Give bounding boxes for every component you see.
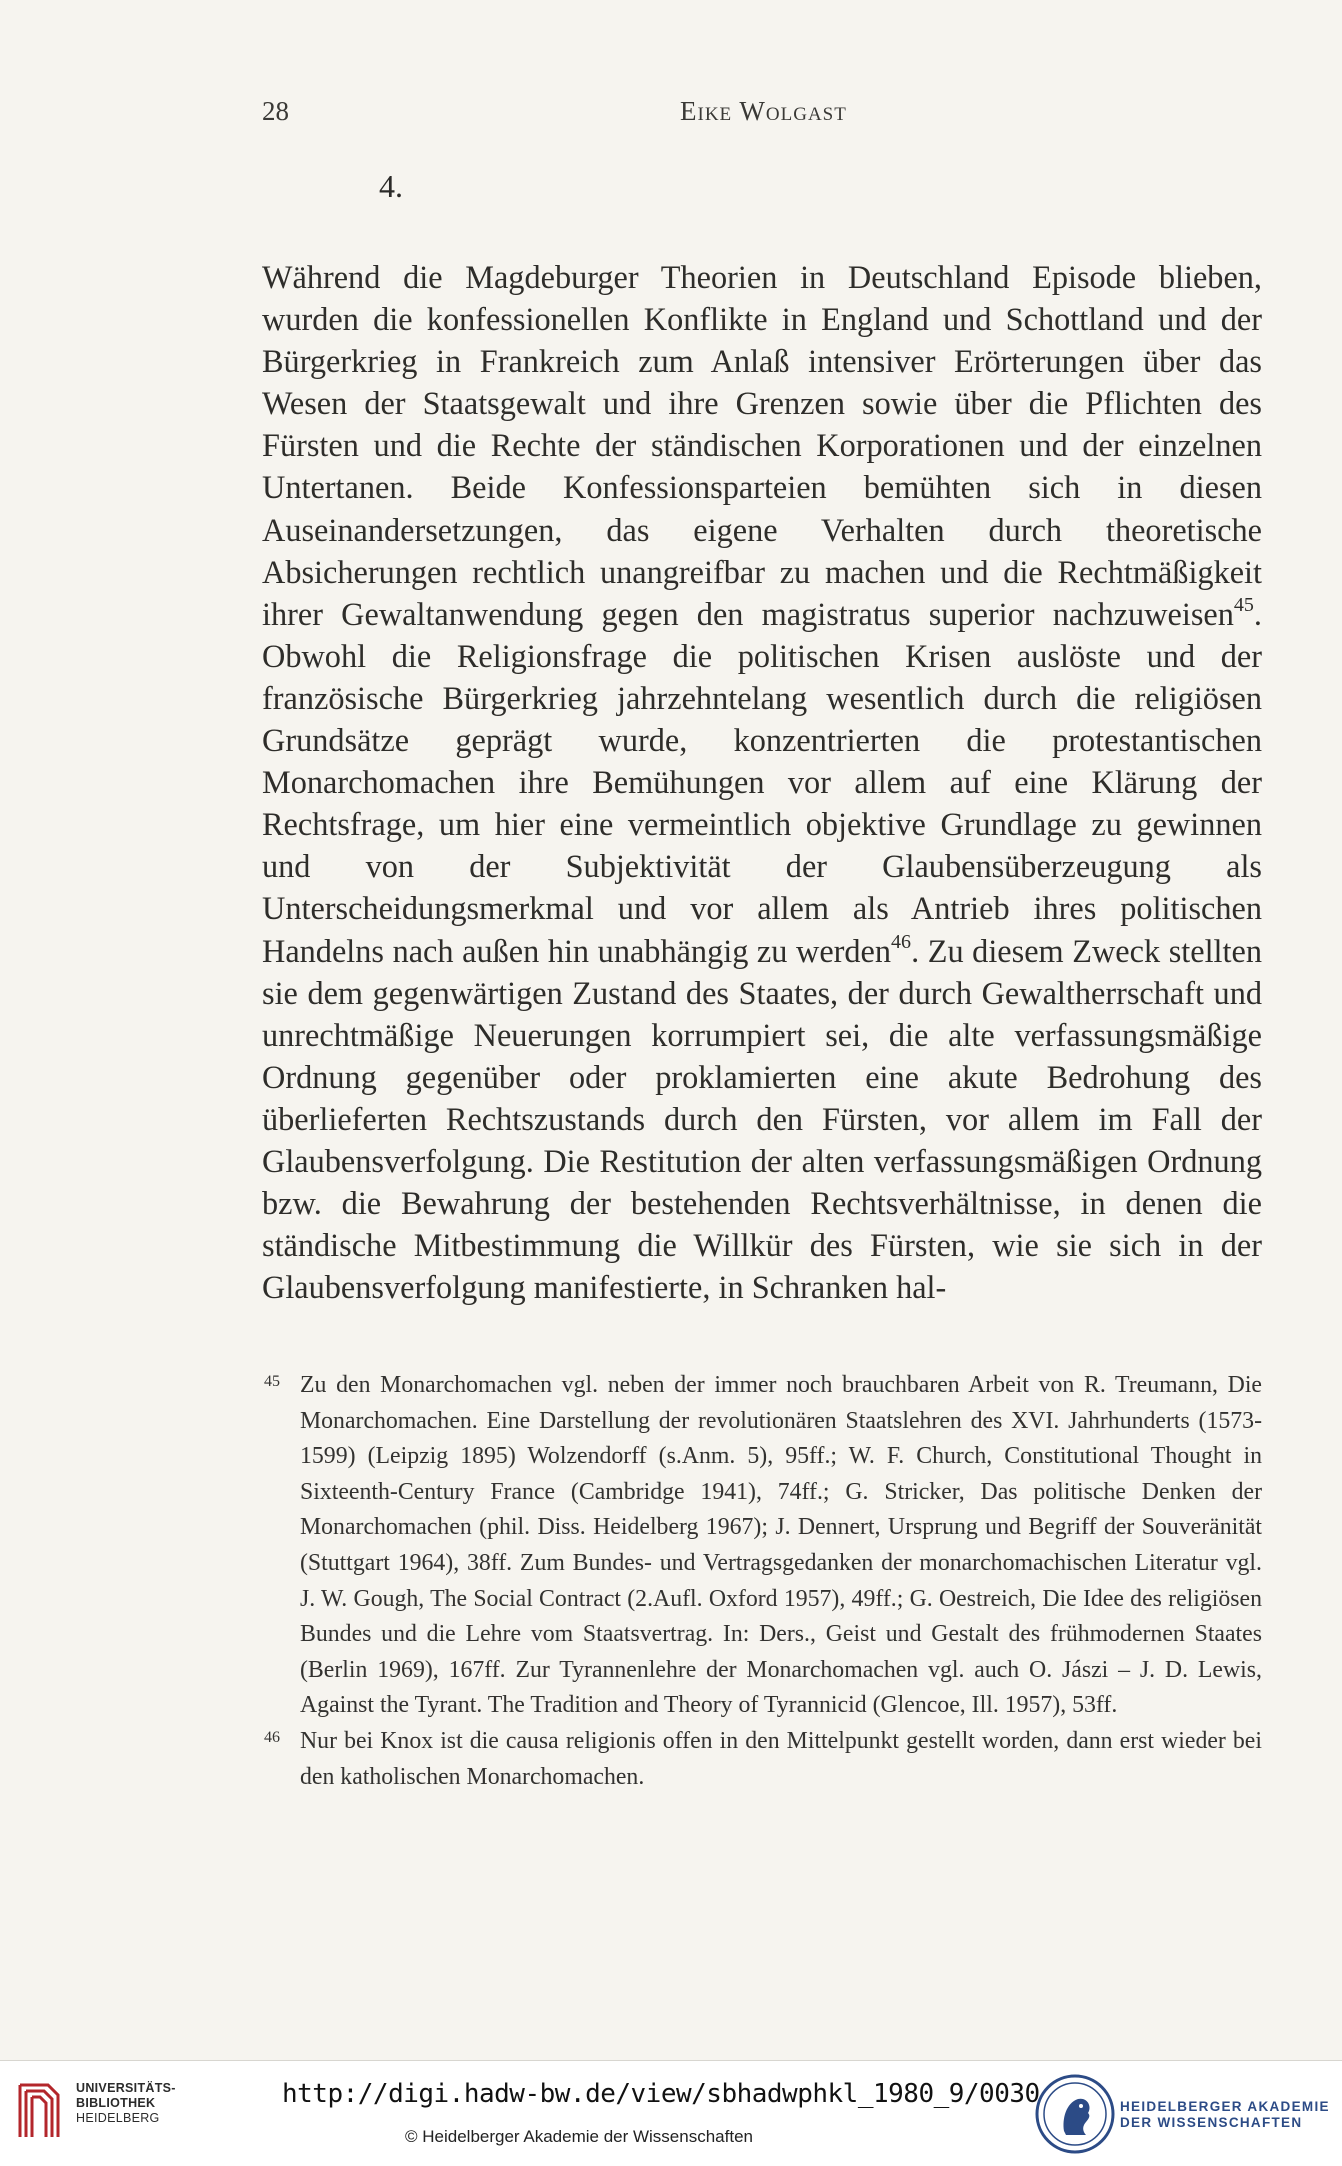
source-url-link[interactable]: http://digi.hadw-bw.de/view/sbhadwphkl_1980_9/0030 bbox=[282, 2079, 1040, 2109]
footnote-46 bbox=[262, 1724, 1262, 1795]
library-line-2: BIBLIOTHEK bbox=[76, 2096, 156, 2110]
academy-seal-icon bbox=[1034, 2073, 1116, 2155]
body-text-part-1: Während die Magdeburger Theorien in Deutschland Episode blieben, wurden die konfessionellen Konflikte in England und Schottland und der Bürgerkrieg in Frankreich zum Anlaß intensiver Erörterungen über das Wesen der Staatsgewalt und ihre Grenzen sowie über die Pflichten des Fürsten und die Rechte der ständischen Korporationen und der einzelnen Untertanen. Beide Konfessionsparteien bemühten sich in diesen Auseinandersetzungen, das eigene Verhalten durch theoretische Absicherungen rechtlich unangreifbar zu machen und die Rechtmäßigkeit ihrer Gewaltanwendung gegen den magistratus superior nachzuweisen bbox=[262, 259, 1262, 632]
footnote-text: Zu den Monarchomachen vgl. neben der immer noch brauchbaren Arbeit von R. Treumann, Die Monarchomachen. Eine Darstellung der revolutionären Staatslehren des XVI. Jahrhunderts (1573-1599) (Leipzig 1895) Wolzendorff (s.Anm. 5), 95ff.; W. F. Church, Constitutional Thought in Sixteenth-Century France (Cambridge 1941), 74ff.; G. Stricker, Das politische Denken der Monarchomachen (phil. Diss. Heidelberg 1967); J. Dennert, Ursprung und Begriff der Souveränität (Stuttgart 1964), 38ff. Zum Bundes- und Vertragsgedanken der monarchomachischen Literatur vgl. J. W. Gough, The Social Contract (2.Aufl. Oxford 1957), 49ff.; G. Oestreich, Die Idee des religiösen Bundes und die Lehre vom Staatsvertrag. In: Ders., Geist und Gestalt des frühmodernen Staates (Berlin 1969), 167ff. Zur Tyrannenlehre der Monarchomachen vgl. auch O. Jászi – J. D. Lewis, Against the Tyrant. The Tradition and Theory of Tyrannicid (Glencoe, Ill. 1957), 53ff. bbox=[300, 1372, 1262, 1719]
library-line-3: HEIDELBERG bbox=[76, 2111, 160, 2125]
footnote-number: 45 bbox=[264, 1373, 280, 1390]
body-text-part-3: . Zu diesem Zweck stellten sie dem gegenwärtigen Zustand des Staates, der durch Gewaltherrschaft und unrechtmäßige Neuerungen korrumpiert sei, die alte verfassungsmäßige Ordnung gegenüber oder proklamierten eine akute Bedrohung des überlieferten Rechtszustands durch den Fürsten, vor allem im Fall der Glaubensverfolgung. Die Restitution der alten verfassungsmäßigen Ordnung bzw. die Bewahrung der bestehenden Rechtsverhältnisse, in denen die ständische Mitbestimmung die Willkür des Fürsten, wie sie sich in der Glaubensverfolgung manifestierte, in Schranken hal- bbox=[262, 932, 1262, 1306]
academy-name bbox=[1120, 2099, 1330, 2131]
footnote-ref-45[interactable]: 45 bbox=[1233, 593, 1254, 616]
digitization-footer bbox=[0, 2060, 1342, 2166]
library-line-1: UNIVERSITÄTS- bbox=[76, 2081, 176, 2095]
body-text-part-2: . Obwohl die Religionsfrage die politischen Krisen auslöste und der französische Bürgerkrieg jahrzehntelang wesentlich durch die religiösen Grundsätze geprägt wurde, konzentrierten die protestantischen Monarchomachen ihre Bemühungen vor allem auf eine Klärung der Rechtsfrage, um hier eine vermeintlich objektive Grundlage zu gewinnen und von der Subjektivität der Glaubensüberzeugung als Unterscheidungsmerkmal und vor allem als Antrieb ihres politischen Handelns nach außen hin unabhängig zu werden bbox=[262, 595, 1262, 969]
running-head bbox=[262, 96, 1262, 132]
footnote-text: Nur bei Knox ist die causa religionis offen in den Mittelpunkt gestellt worden, dann erst wieder bei den katholischen Monarchomachen. bbox=[300, 1727, 1262, 1790]
footnotes bbox=[262, 1368, 1262, 1795]
body-paragraph bbox=[262, 256, 1262, 1308]
university-library-name bbox=[76, 2081, 176, 2126]
section-number: 4. bbox=[379, 168, 403, 204]
academy-line-2: DER WISSENSCHAFTEN bbox=[1120, 2115, 1303, 2130]
university-library-logo-icon bbox=[14, 2079, 64, 2143]
page-number: 28 bbox=[262, 96, 289, 126]
section-heading bbox=[0, 168, 1342, 205]
running-head-author: Eike Wolgast bbox=[680, 96, 847, 126]
main-text bbox=[262, 256, 1262, 1308]
footnote-ref-46[interactable]: 46 bbox=[891, 930, 912, 953]
academy-line-1: HEIDELBERGER AKADEMIE bbox=[1120, 2099, 1330, 2114]
footnote-45 bbox=[262, 1368, 1262, 1724]
copyright-notice: © Heidelberger Akademie der Wissenschaften bbox=[405, 2127, 753, 2146]
footnote-number: 46 bbox=[264, 1728, 280, 1746]
